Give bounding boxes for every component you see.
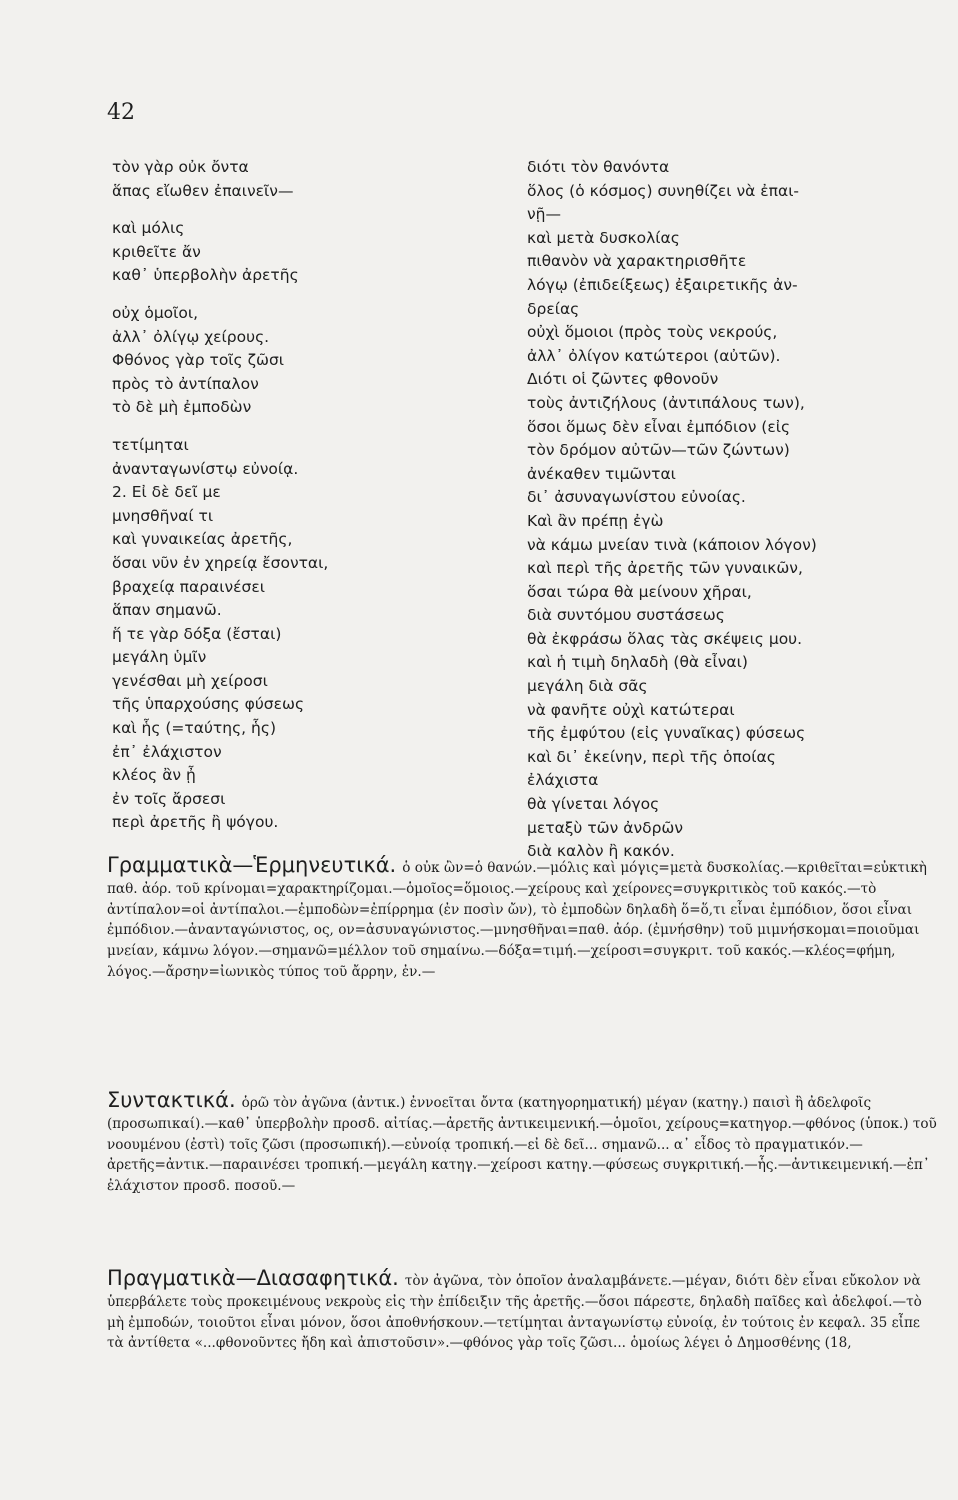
translation-line: ἀνέκαθεν τιμῶνται xyxy=(527,464,676,483)
translation-line: μεγάλη διὰ σᾶς xyxy=(527,677,648,696)
translation-line: καὶ δι᾽ ἐκείνην, περὶ τῆς ὁποίας xyxy=(527,747,776,766)
ancient-text-line: τετίμηται xyxy=(112,435,189,454)
syntax-notes-text: ὁρῶ τὸν ἀγῶνα (ἀντικ.) ἐννοεῖται ὄντα (κατηγορηματική) μέγαν (κατηγ.) παισὶ ἢ ἀδελφοῖς (προσωπικαί).—καθ᾽ ὑπερβολὴν προσδ. αἰτίας.—ἀρετῆς ἀντικειμενική.—ὁμοῖοι, χείρους=κατηγορ.—φθόνος (ὑποκ.) τοῦ νοουμένου (ἐστὶ) τοῖς ζῶσι (προσωπική).—εὐνοίᾳ τροπική.—εἰ δὲ δεῖ... σημανῶ... α᾽ εἶδος τὸ πραγματικόν.—ἀρετῆς=ἀντικ.—παραινέσει τροπική.—μεγάλη κατηγ.—χείροσι κατηγ.—φύσεως συγκριτική.—ἧς.—ἀντικειμενική.—ἐπ᾽ ἐλάχιστον προσδ. ποσοῦ.— xyxy=(107,1095,937,1195)
translation-line: καὶ περὶ τῆς ἀρετῆς τῶν γυναικῶν, xyxy=(527,559,803,578)
ancient-text-line: ἅπας εἴωθεν ἐπαινεῖν— xyxy=(112,181,294,200)
ancient-text-line: μνησθῆναί τι xyxy=(112,506,214,525)
ancient-text-line: ἥ τε γὰρ δόξα (ἔσται) xyxy=(112,624,282,643)
translation-line: μεταξὺ τῶν ἀνδρῶν xyxy=(527,818,684,837)
line-gap xyxy=(112,288,492,302)
ancient-text-line: πρὸς τὸ ἀντίπαλον xyxy=(112,374,259,393)
translation-column xyxy=(527,156,947,864)
translation-line: καὶ ἡ τιμὴ δηλαδὴ (θὰ εἶναι) xyxy=(527,653,748,672)
ancient-text-line: ἀνανταγωνίστῳ εὐνοίᾳ. xyxy=(112,459,299,478)
syntax-notes xyxy=(107,1090,937,1197)
translation-line: ἀλλ᾽ ὀλίγον κατώτεροι (αὐτῶν). xyxy=(527,346,781,365)
translation-line: θὰ γίνεται λόγος xyxy=(527,795,660,814)
ancient-text-line: τὸν γὰρ οὐκ ὄντα xyxy=(112,158,249,176)
translation-line: τοὺς ἀντιζήλους (ἀντιπάλους των), xyxy=(527,393,805,412)
ancient-text-line: κλέος ἂν ᾖ xyxy=(112,766,196,785)
translation-line: δι᾽ ἀσυναγωνίστου εὐνοίας. xyxy=(527,488,746,507)
ancient-text-line: Φθόνος γὰρ τοῖς ζῶσι xyxy=(112,351,285,370)
translation-line: διὰ καλὸν ἢ κακόν. xyxy=(527,842,675,861)
grammar-notes xyxy=(107,855,937,983)
translation-line: διότι τὸν θανόντα xyxy=(527,158,670,176)
ancient-text-line: μεγάλη ὑμῖν xyxy=(112,648,207,667)
translation-line: λόγῳ (ἐπιδείξεως) ἐξαιρετικῆς ἀν- xyxy=(527,275,798,294)
ancient-text-line: περὶ ἀρετῆς ἢ ψόγου. xyxy=(112,813,279,832)
ancient-text-line: κριθεῖτε ἄν xyxy=(112,242,201,261)
ancient-text-line: τῆς ὑπαρχούσης φύσεως xyxy=(112,695,305,714)
translation-line: ὅσαι τώρα θὰ μείνουν χῆραι, xyxy=(527,582,752,601)
factual-notes-text: τὸν ἀγῶνα, τὸν ὁποῖον ἀναλαμβάνετε.—μέγαν, διότι δὲν εἶναι εὔκολον νὰ ὑπερβάλετε τοὺς προκειμένους νεκροὺς εἰς τὴν ἐπίδειξιν τῆς ἀρετῆς.—ὅσοι πάρεστε, δηλαδὴ παῖδες καὶ ἀδελφοί.—τὸ μὴ ἐμποδών, τοιοῦτοι εἶναι μόνον, ὅσοι ἀποθνήσκουν.—τετίμηται ἀνταγωνίστῳ εὐνοίᾳ, ἐν τούτοις ἐν κεφαλ. 35 εἶπε τὰ ἀντίθετα «...φθονοῦντες ἤδη καὶ ἀπιστοῦσιν».—φθόνος γὰρ τοῖς ζῶσι... ὁμοίως λέγει ὁ Δημοσθένης (18, xyxy=(107,1273,922,1352)
grammar-notes-text: ὁ οὐκ ὢν=ὁ θανών.—μόλις καὶ μόγις=μετὰ δυσκολίας.—κριθεῖται=εὐκτικὴ παθ. ἀόρ. τοῦ κρίνομαι=χαρακτηρίζομαι.—ὁμοῖος=ὅμοιος.—χείρους καὶ χείρονες=συγκριτικὸς τοῦ κακός.—τὸ ἀντίπαλον=οἱ ἀντίπαλοι.—ἐμποδὼν=ἐπίρρημα (ἐν ποσὶν ὤν), τὸ ἐμποδὼν δηλαδὴ ὅ=ὅ,τι εἶναι ἐμπόδιον, ὅσοι εἶναι ἐμπόδιον.—ἀνανταγώνιστος, ος, ον=ἀσυναγώνιστος.—μνησθῆναι=παθ. ἀόρ. (ἐμνήσθην) τοῦ μιμνήσκομαι=ποιοῦμαι μνείαν, κάμνω λόγον.—σημανῶ=μέλλον τοῦ σημαίνω.—δόξα=τιμή.—χείροσι=συγκριτ. τοῦ κακός.—κλέος=φήμη, λόγος.—ἄρσην=ἰωνικὸς τύπος τοῦ ἄρρην, ἐν.— xyxy=(107,860,927,980)
grammar-notes-heading: Γραμματικὰ—Ἑρμηνευτικά. xyxy=(107,853,397,877)
page-number: 42 xyxy=(107,100,135,125)
ancient-text-line: καὶ ἧς (=ταύτης, ἧς) xyxy=(112,719,276,738)
ancient-text-line: ἐπ᾽ ἐλάχιστον xyxy=(112,742,222,761)
line-gap xyxy=(112,203,492,217)
translation-line: Καὶ ἂν πρέπῃ ἐγὼ xyxy=(527,511,664,530)
ancient-text-line: καθ᾽ ὑπερβολὴν ἀρετῆς xyxy=(112,266,299,285)
factual-notes xyxy=(107,1268,937,1354)
ancient-text-line: ἐν τοῖς ἄρσεσι xyxy=(112,789,226,808)
translation-line: νὰ κάμω μνείαν τινὰ (κάποιον λόγον) xyxy=(527,535,817,554)
translation-line: τὸν δρόμον αὐτῶν—τῶν ζώντων) xyxy=(527,441,790,460)
ancient-text-line: τὸ δὲ μὴ ἐμποδὼν xyxy=(112,398,252,417)
ancient-text-line: ἅπαν σημανῶ. xyxy=(112,601,222,620)
translation-line: καὶ μετὰ δυσκολίας xyxy=(527,228,680,247)
translation-line: ὅσοι ὅμως δὲν εἶναι ἐμπόδιον (εἰς xyxy=(527,417,791,436)
translation-line: νῇ— xyxy=(527,205,561,224)
translation-line: δρείας xyxy=(527,299,580,318)
translation-line: πιθανὸν νὰ χαρακτηρισθῆτε xyxy=(527,252,747,271)
translation-line: θὰ ἐκφράσω ὅλας τὰς σκέψεις μου. xyxy=(527,629,803,648)
factual-notes-heading: Πραγματικὰ—Διασαφητικά. xyxy=(107,1266,399,1290)
ancient-text-line: βραχείᾳ παραινέσει xyxy=(112,577,266,596)
line-gap xyxy=(112,420,492,434)
translation-line: Διότι οἱ ζῶντες φθονοῦν xyxy=(527,370,719,389)
ancient-text-line: καὶ γυναικείας ἀρετῆς, xyxy=(112,530,293,549)
translation-line: τῆς ἐμφύτου (εἰς γυναῖκας) φύσεως xyxy=(527,724,806,743)
translation-line: ὅλος (ὁ κόσμος) συνηθίζει νὰ ἐπαι- xyxy=(527,181,800,200)
translation-line: διὰ συντόμου συστάσεως xyxy=(527,606,725,625)
syntax-notes-heading: Συντακτικά. xyxy=(107,1088,236,1112)
translation-line: ἐλάχιστα xyxy=(527,771,599,790)
ancient-text-line: 2. Εἰ δὲ δεῖ με xyxy=(112,483,221,502)
ancient-text-line: γενέσθαι μὴ χείροσι xyxy=(112,671,268,690)
ancient-text-line: οὐχ ὁμοῖοι, xyxy=(112,303,199,322)
ancient-text-line: ὅσαι νῦν ἐν χηρείᾳ ἔσονται, xyxy=(112,553,329,572)
translation-line: οὐχὶ ὅμοιοι (πρὸς τοὺς νεκρούς, xyxy=(527,323,778,342)
ancient-text-line: ἀλλ᾽ ὀλίγῳ χείρους. xyxy=(112,327,270,346)
ancient-text-line: καὶ μόλις xyxy=(112,219,185,238)
translation-line: νὰ φανῆτε οὐχὶ κατώτεραι xyxy=(527,700,735,719)
ancient-text-column xyxy=(112,156,492,835)
